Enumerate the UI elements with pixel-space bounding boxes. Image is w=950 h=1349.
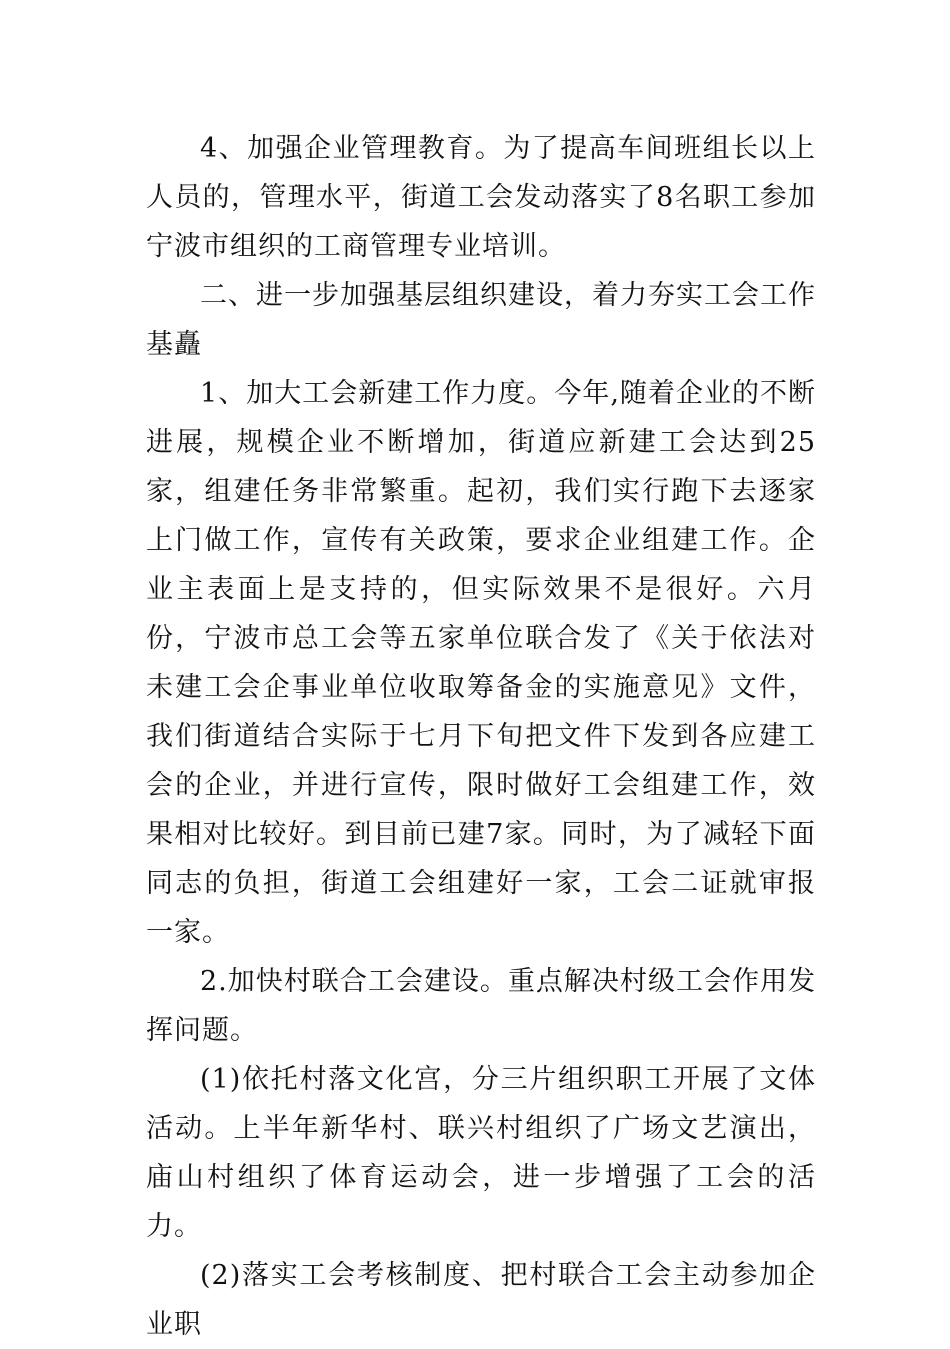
section-heading-grassroots: 二、进一步加强基层组织建设，着力夯实工会工作基矗 (146, 280, 816, 360)
paragraph-new-unions: 1、加大工会新建工作力度。今年,随着企业的不断进展，规模企业不断增加，街道应新建工会达到25家，组建任务非常繁重。起初，我们实行跑下去逐家上门做工作，宣传有关政策，要求企业组建工作。企业主表面上是支持的，但实际效果不是很好。六月份，宁波市总工会等五家单位联合发了《关于依法对未建工会企事业单位收取筹备金的实施意见》文件，我们街道结合实际于七月下旬把文件下发到各应建工会的企业，并进行宣传，限时做好工会组建工作，效果相对比较好。到目前已建7家。同时，为了减轻下面同志的负担，街道工会组建好一家，工会二证就审报一家。 (146, 378, 816, 948)
paragraph-assessment-system: (2)落实工会考核制度、把村联合工会主动参加企业职 (146, 1260, 816, 1340)
paragraph-management-education: 4、加强企业管理教育。为了提高车间班组长以上人员的，管理水平，街道工会发动落实了8名职工参加宁波市组织的工商管理专业培训。 (146, 133, 816, 262)
paragraph-cultural-activities: (1)依托村落文化宫，分三片组织职工开展了文体活动。上半年新华村、联兴村组织了广场文艺演出，庙山村组织了体育运动会，进一步增强了工会的活力。 (146, 1064, 816, 1242)
document-body (146, 124, 816, 1349)
paragraph-village-unions: 2.加快村联合工会建设。重点解决村级工会作用发挥问题。 (146, 966, 816, 1046)
